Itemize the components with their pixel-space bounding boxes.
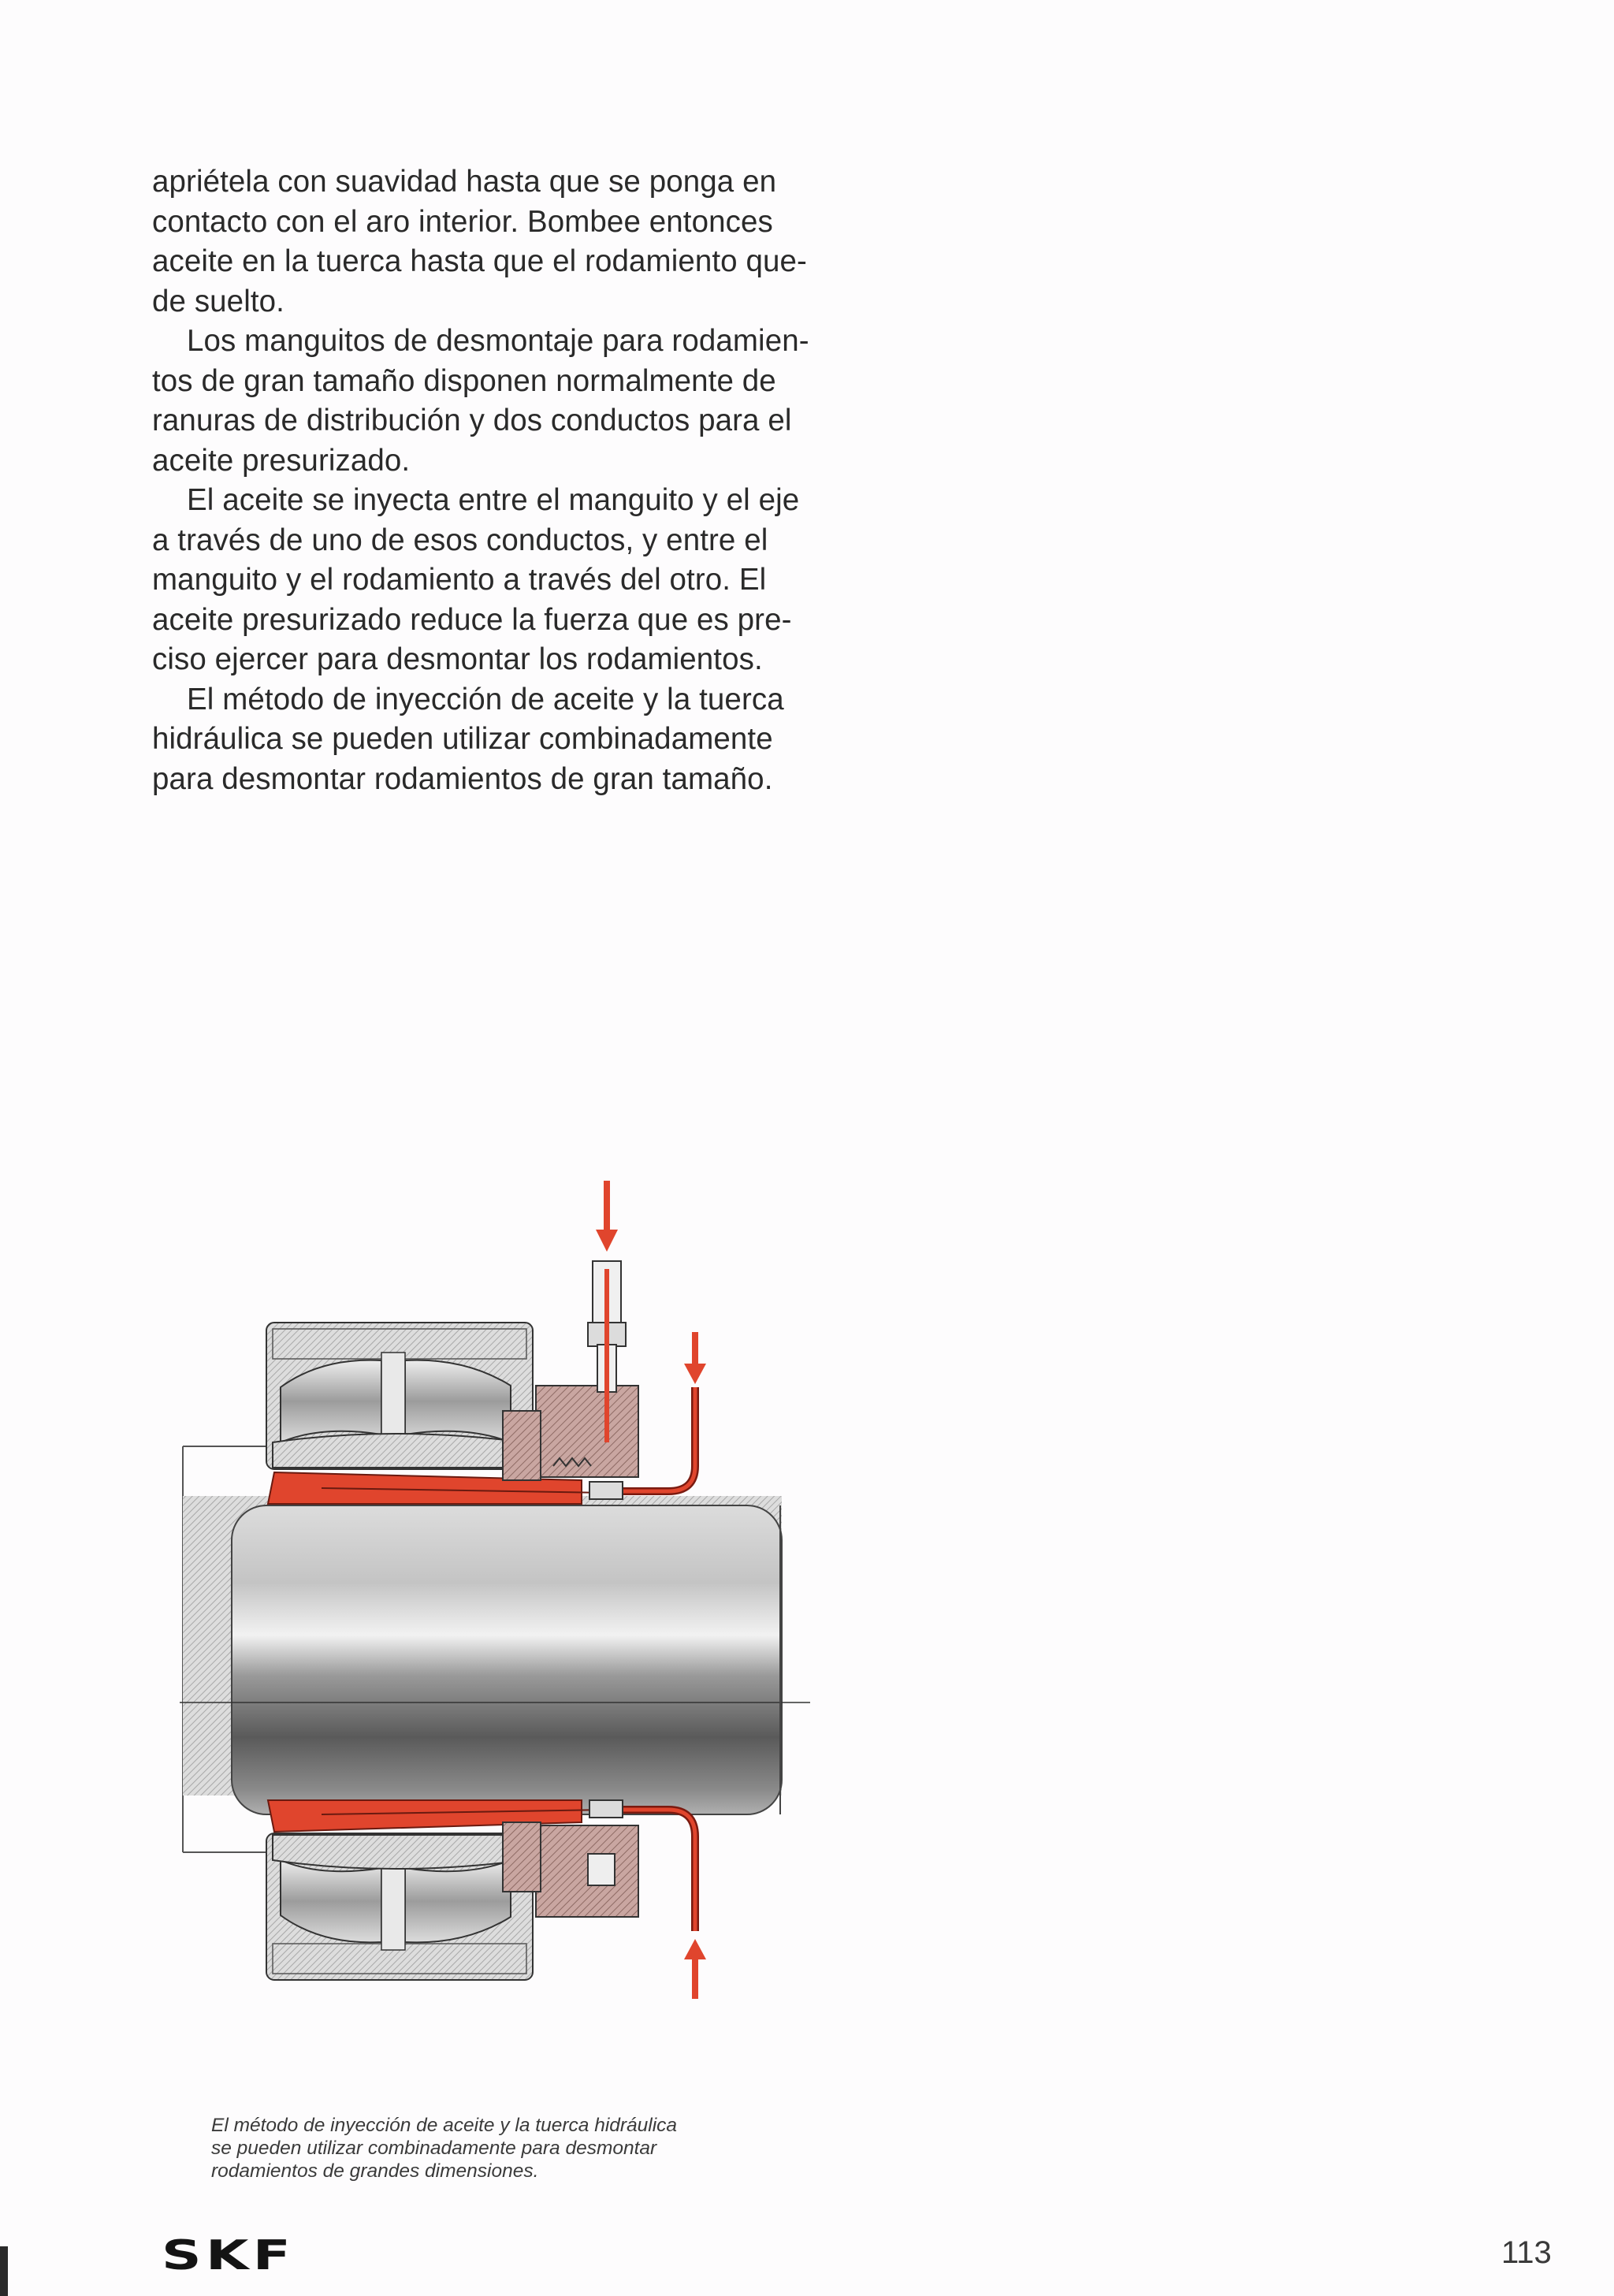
body-text	[152, 162, 846, 799]
text-line: a través de uno de esos conductos, y entre el	[152, 523, 768, 557]
text-line: aceite presurizado.	[152, 443, 411, 478]
text-line: contacto con el aro interior. Bombee entonces	[152, 204, 773, 239]
text-line: hidráulica se pueden utilizar combinadamente	[152, 722, 773, 756]
text-line: aceite presurizado reduce la fuerza que es pre-	[152, 602, 792, 637]
text-line: El método de inyección de aceite y la tuerca	[187, 682, 784, 716]
paragraph-1	[152, 162, 846, 322]
caption-line: se pueden utilizar combinadamente para desmontar	[211, 2138, 657, 2159]
page-number: 113	[1501, 2235, 1552, 2270]
bearing-dismount-illustration	[132, 1174, 826, 2089]
oil-flow-arrow-down-pipe	[684, 1332, 706, 1384]
text-line: El aceite se inyecta entre el manguito y el eje	[187, 483, 800, 517]
caption-line: El método de inyección de aceite y la tuerca hidráulica	[211, 2115, 678, 2136]
skf-logo: SKF	[162, 2232, 296, 2279]
bearing-upper	[266, 1323, 533, 1469]
oil-flow-arrow-up-pipe	[684, 1939, 706, 1999]
text-line: de suelto.	[152, 284, 284, 318]
text-line: Los manguitos de desmontaje para rodamien-	[187, 324, 809, 358]
figure-caption	[211, 2114, 810, 2183]
text-line: ranuras de distribución y dos conductos para el	[152, 404, 792, 437]
text-line: manguito y el rodamiento a través del otro. El	[152, 563, 767, 597]
oil-flow-arrow-down-main	[596, 1181, 618, 1252]
text-line: ciso ejercer para desmontar los rodamientos.	[152, 642, 763, 676]
edge-mark	[0, 2246, 8, 2296]
shaft	[180, 1496, 810, 1814]
caption-line: rodamientos de grandes dimensiones.	[211, 2160, 539, 2182]
paragraph-2	[152, 322, 846, 481]
bearing-lower	[266, 1833, 533, 1980]
text-line: apriételа con suavidad hasta que se ponga en	[152, 165, 777, 199]
text-line: para desmontar rodamientos de gran tamaño.	[152, 761, 773, 796]
text-line: aceite en la tuerca hasta que el rodamiento que-	[152, 244, 807, 278]
paragraph-4	[152, 680, 846, 800]
paragraph-3	[152, 481, 846, 680]
text-line: tos de gran tamaño disponen normalmente de	[152, 363, 776, 398]
